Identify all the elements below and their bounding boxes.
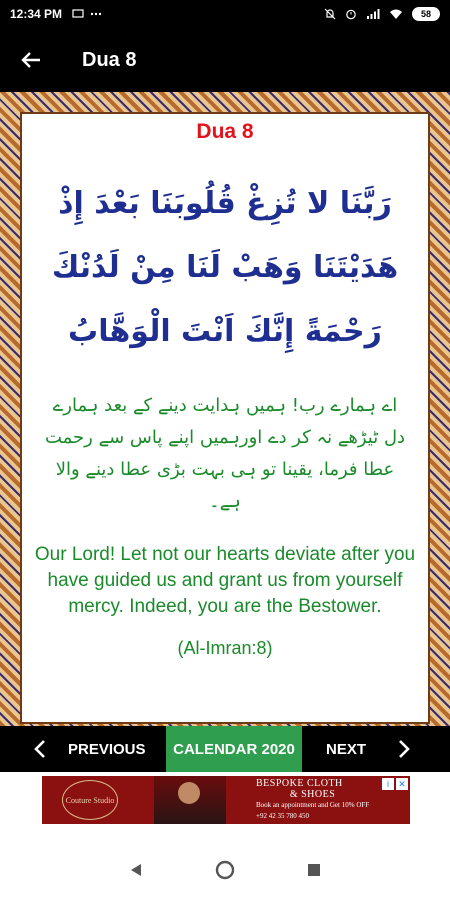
ad-logo-text: Couture Studio [65,795,115,805]
ad-choices[interactable] [382,778,408,790]
english-translation: Our Lord! Let not our hearts deviate after you have guided us and grant us from yourself mercy. Indeed, you are the Bestower. [34,544,416,617]
wifi-icon [389,8,403,20]
system-home-icon[interactable] [215,860,235,880]
status-time: 12:34 PM [10,7,63,21]
system-back-icon[interactable] [129,863,143,877]
quran-reference: (Al-Imran:8) [177,638,273,658]
ad-banner[interactable] [42,776,410,824]
mute-bell-icon [324,8,336,20]
next-label: NEXT [326,740,367,758]
battery-level: 58 [420,9,431,19]
signal-icon [366,8,380,20]
status-bar [0,0,450,28]
app-bar [0,28,450,92]
previous-button[interactable] [0,726,166,772]
app-title: Dua 8 [82,48,137,71]
back-button[interactable] [0,28,62,92]
calendar-button[interactable] [166,726,302,772]
ad-logo [62,780,118,820]
ad-info-icon[interactable]: i [382,778,394,790]
system-navigation-bar [0,840,450,900]
previous-label: PREVIOUS [68,740,146,758]
ornamental-border [0,92,450,726]
bottom-navigation [0,726,450,772]
notification-icons [72,8,102,20]
battery-icon [412,7,440,21]
calendar-label: CALENDAR 2020 [173,740,295,758]
urdu-translation: اے ہمارے رب! ہمیں ہدایت دینے کے بعد ہمارے دل ٹیڑھے نہ کر دے اورہمیں اپنے پاس سے رحمت عطا فرما، یقینا تو ہی بہت بڑی عطا دینے والا ہے۔ [44,395,406,512]
chevron-right-icon [398,739,410,759]
dua-card [20,112,430,724]
ad-headline: BESPOKE CLOTH [256,778,343,789]
system-recents-icon[interactable] [307,863,321,877]
ad-close-icon[interactable]: ✕ [396,778,408,790]
ad-phone: +92 42 35 780 450 [256,812,309,820]
dua-title: Dua 8 [196,120,254,143]
arrow-left-icon [21,51,41,69]
ad-text [256,778,369,822]
ad-model-image [154,776,226,824]
next-button[interactable] [302,726,450,772]
ad-subtext: Book an appointment and Get 10% OFF [256,801,370,809]
chevron-left-icon [34,739,46,759]
ad-area [0,772,450,826]
arabic-text: رَبَّنَا لا تُزِغْ قُلُوبَنَا بَعْدَ إِذْ هَدَيْتَنَا وَهَبْ لَنَا مِنْ لَدُنْكَ رَحْمَةً إِنَّكَ اَنْتَ الْوَهَّابُ [51,186,399,349]
menu-dots-icon [90,8,102,20]
message-icon [72,8,84,20]
ad-headline-2: & SHOES [289,789,336,800]
alarm-icon [345,8,357,20]
